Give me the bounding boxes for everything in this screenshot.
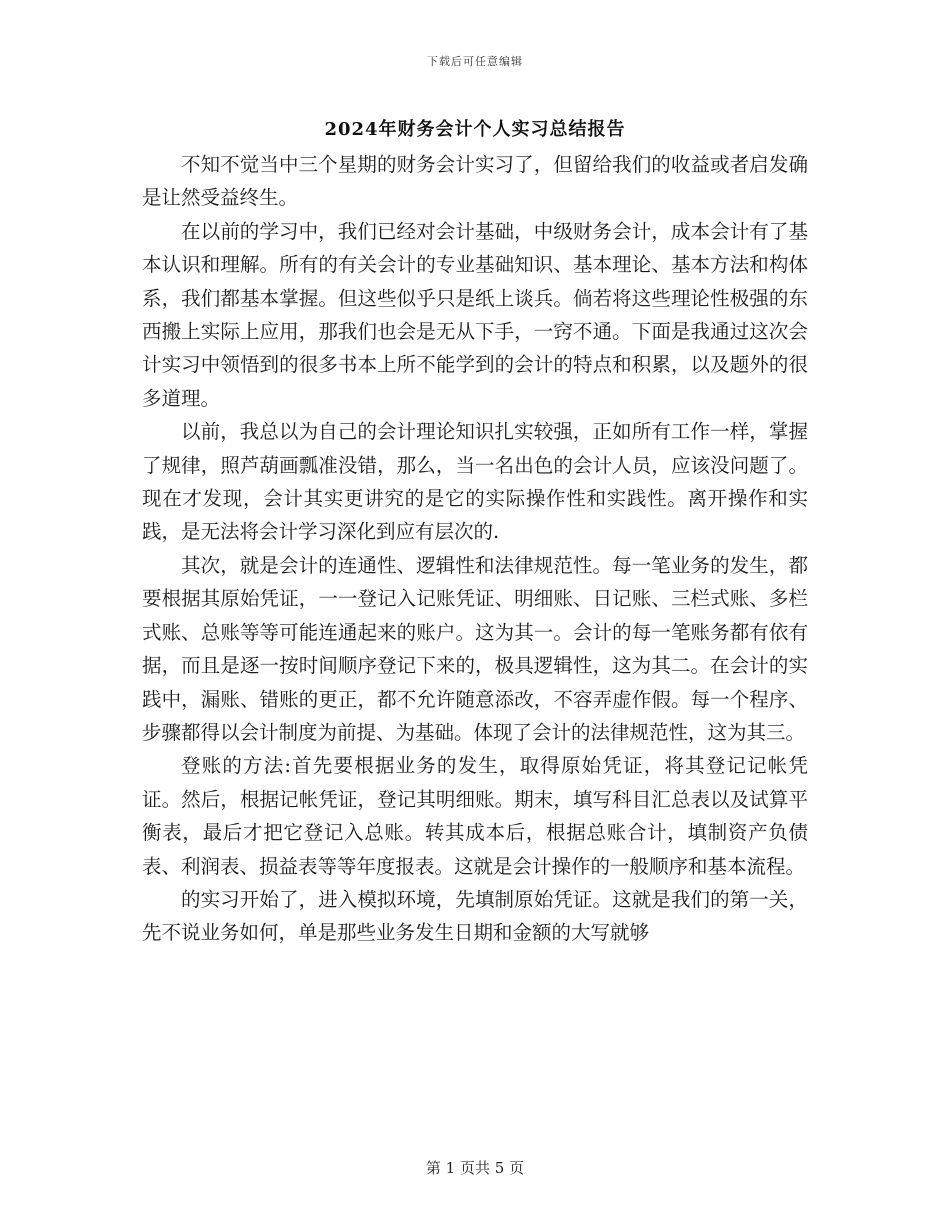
paragraph: 以前，我总以为自己的会计理论知识扎实较强，正如所有工作一样，掌握了规律，照芦葫画瓢准没错，那么，当一名出色的会计人员，应该没问题了。现在才发现，会计其实更讲究的是它的实际操作性和实践性。离开操作和实践，是无法将会计学习深化到应有层次的. [142,420,808,544]
paragraph: 不知不觉当中三个星期的财务会计实习了，但留给我们的收益或者启发确是让然受益终生。 [142,153,808,210]
header-note: 下载后可任意编辑 [427,55,523,68]
paragraph: 登账的方法:首先要根据业务的发生，取得原始凭证，将其登记记帐凭证。然后，根据记帐凭证，登记其明细账。期末，填写科目汇总表以及试算平衡表，最后才把它登记入总账。转其成本后，根据总账合计，填制资产负债表、利润表、损益表等等年度报表。这就是会计操作的一般顺序和基本流程。 [142,754,808,878]
document-title: 2024年财务会计个人实习总结报告 [324,119,626,140]
paragraph: 其次，就是会计的连通性、逻辑性和法律规范性。每一笔业务的发生，都要根据其原始凭证，一一登记入记账凭证、明细账、日记账、三栏式账、多栏式账、总账等等可能连通起来的账户。这为其一。会计的每一笔账务都有依有据，而且是逐一按时间顺序登记下来的，极具逻辑性，这为其二。在会计的实践中，漏账、错账的更正，都不允许随意添改，不容弄虚作假。每一个程序、步骤都得以会计制度为前提、为基础。体现了会计的法律规范性，这为其三。 [142,553,808,744]
document-body [142,148,808,950]
paragraph: 在以前的学习中，我们已经对会计基础，中级财务会计，成本会计有了基本认识和理解。所有的有关会计的专业基础知识、基本理论、基本方法和构体系，我们都基本掌握。但这些似乎只是纸上谈兵。倘若将这些理论性极强的东西搬上实际上应用，那我们也会是无从下手，一窍不通。下面是我通过这次会计实习中领悟到的很多书本上所不能学到的会计的特点和积累，以及题外的很多道理。 [142,219,808,410]
page-number-footer: 第 1 页共 5 页 [425,1159,525,1177]
paragraph: 的实习开始了，进入模拟环境，先填制原始凭证。这就是我们的第一关，先不说业务如何，单是那些业务发生日期和金额的大写就够 [142,887,808,945]
